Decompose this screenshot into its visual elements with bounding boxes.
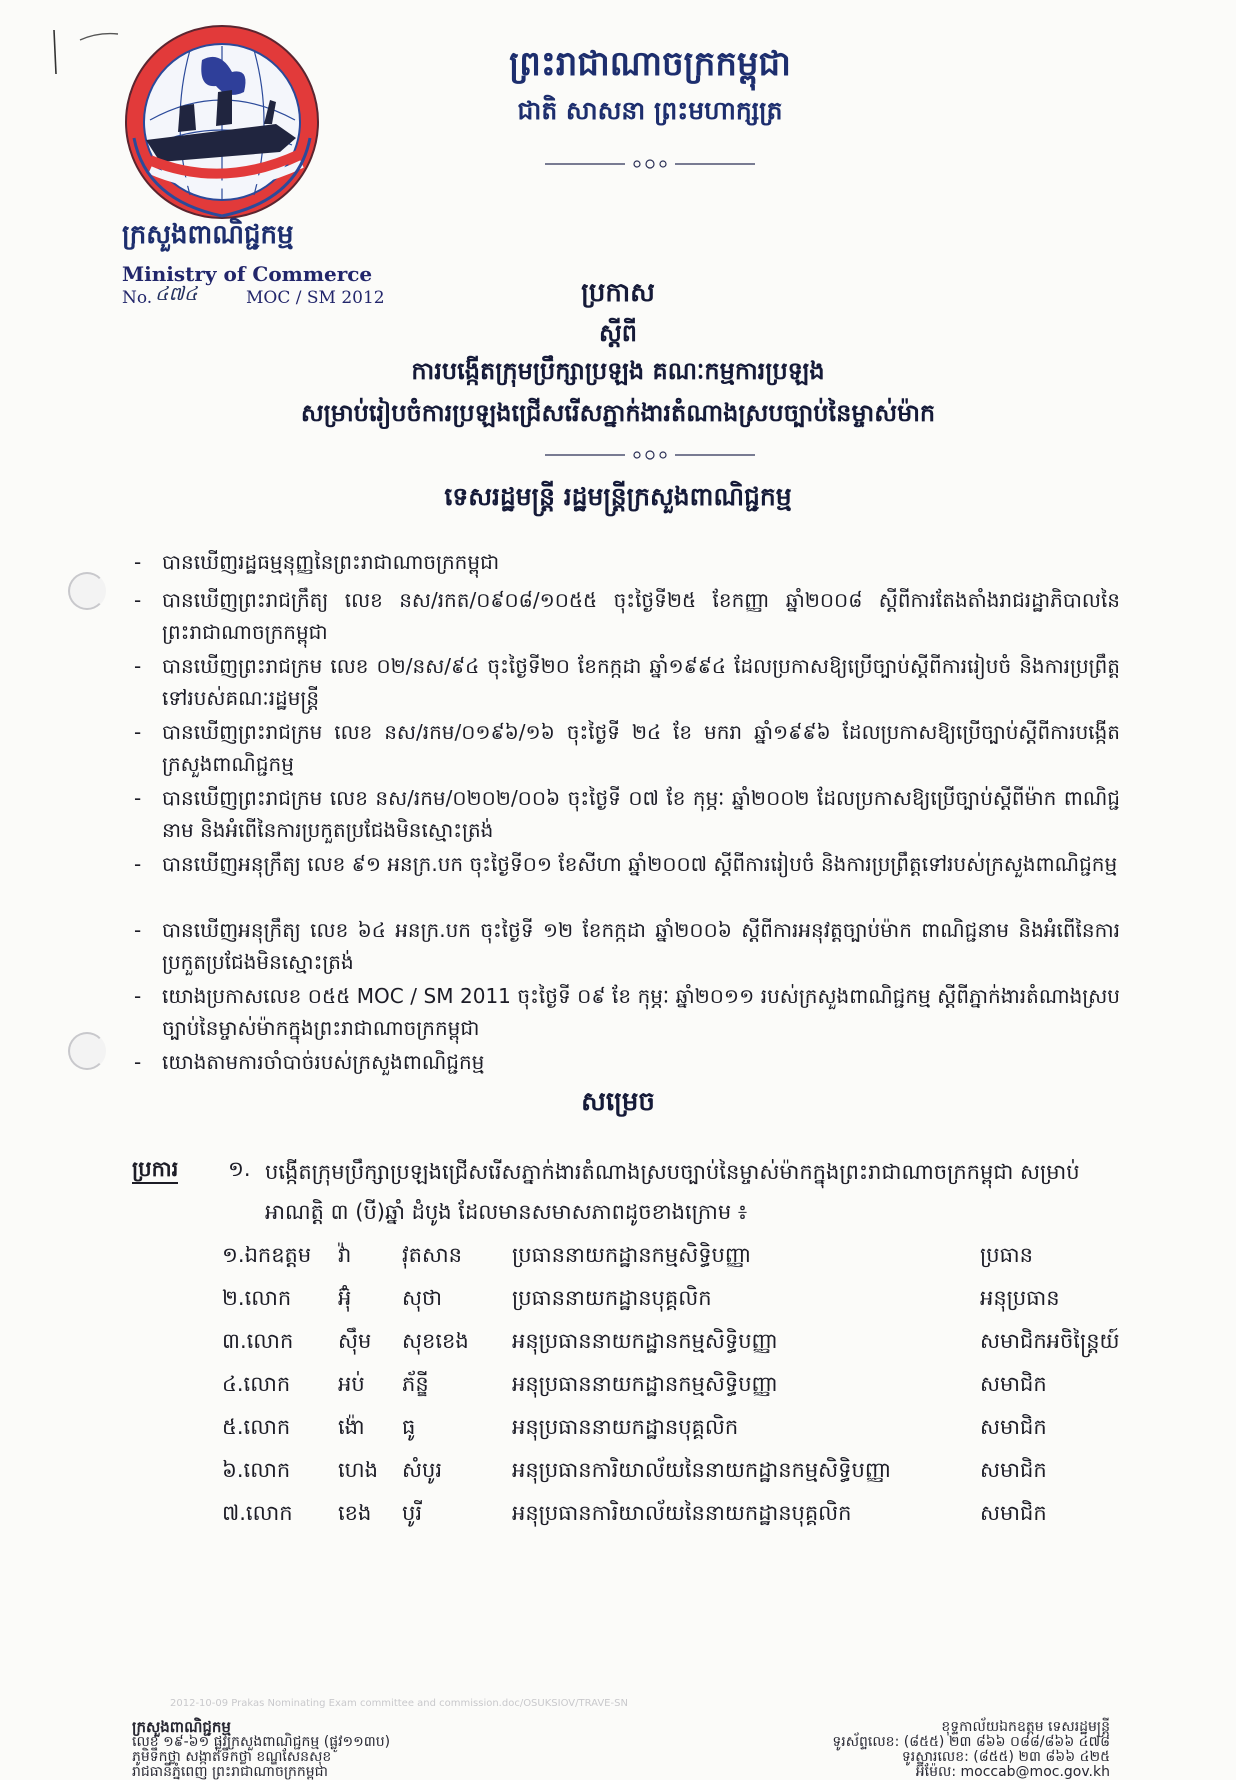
member-family-name: វ៉ា (338, 1243, 352, 1267)
member-row (222, 1365, 1122, 1408)
footer-address-line: រាជធានីភ្នំពេញ ព្រះរាជាណាចក្រកម្ពុជា (132, 1764, 328, 1780)
member-number: ៦.លោក (222, 1458, 291, 1482)
consideration-item: - យោងប្រកាសលេខ ០៥៥ MOC / SM 2011 ចុះថ្ងៃទី ០៩ ខែ កុម្ភៈ ឆ្នាំ២០១១ របស់ក្រសួងពាណិជ្ជកម្ម ស្តីពីភ្នាក់ងារតំណាងស្របច្បាប់នៃម្ចាស់ម៉ាកក្នុងព្រះរាជាណាចក្រកម្ពុជា (130, 980, 1120, 1046)
punch-hole-mark (68, 572, 106, 610)
consideration-item: - យោងតាមការចាំបាច់របស់ក្រសួងពាណិជ្ជកម្ម (130, 1046, 1120, 1084)
kingdom-heading: ព្រះរាជាណាចក្រកម្ពុជា (509, 44, 791, 84)
bullet-dash: - (134, 1050, 142, 1074)
member-family-name: អ៊ុំ (338, 1286, 352, 1310)
footer-address (132, 1720, 592, 1780)
member-family-name: ស៊ឹម (338, 1329, 372, 1353)
considerations-list (130, 546, 1120, 1084)
footer-ministry: ក្រសួងពាណិជ្ជកម្ម (132, 1718, 231, 1736)
reference-code: MOC / SM 2012 (246, 288, 385, 308)
file-path-trace: 2012-10-09 Prakas Nominating Exam committee and commission.doc/OSUKSIOV/TRAVE-SN (170, 1698, 628, 1709)
ministry-name-khmer: ក្រសួងពាណិជ្ជកម្ម (122, 220, 294, 250)
footer-office: ខុទ្ទកាល័យឯកឧត្តម ទេសរដ្ឋមន្ត្រី (941, 1719, 1110, 1735)
ornament-divider-icon (545, 448, 755, 462)
member-role: អនុប្រធាន (980, 1286, 1060, 1310)
committee-members-table (222, 1236, 1122, 1537)
member-given-name: សុថា (402, 1286, 442, 1310)
footer-phone: ទូរស័ព្ទលេខ: (៨៥៥) ២៣ ៨៦៦ ០៨៨/៨៦៦ ៤៧៨ (832, 1734, 1110, 1750)
member-position: អនុប្រធានការិយាល័យនៃនាយកដ្ឋានបុគ្គលិក (512, 1501, 852, 1525)
footer-email: អ៊ីម៉ែល: moccab@moc.gov.kh (915, 1764, 1110, 1780)
article-text: បង្កើតក្រុមប្រឹក្សាប្រឡងជ្រើសរើសភ្នាក់ងារតំណាងស្របច្បាប់នៃម្ចាស់ម៉ាកក្នុងព្រះរាជាណាចក្រកម្ពុជា សម្រាប់អាណត្តិ ៣ (បី)ឆ្នាំ ដំបូង ដែលមានសមាសភាពដូចខាងក្រោម ៖ (265, 1160, 1080, 1224)
member-given-name: ធូ (402, 1415, 416, 1439)
footer-fax: ទូរសារលេខ: (៨៥៥) ២៣ ៨៦៦ ៤២៥ (901, 1749, 1110, 1765)
member-position: ប្រធាននាយកដ្ឋានកម្មសិទ្ធិបញ្ញា (512, 1243, 752, 1267)
member-row (222, 1236, 1122, 1279)
reference-label: No. (122, 288, 153, 308)
member-given-name: សុខខេង (402, 1329, 469, 1353)
member-row (222, 1494, 1122, 1537)
bullet-dash: - (134, 786, 142, 810)
handwritten-mark-icon (50, 22, 120, 82)
ornament-divider-icon (545, 157, 755, 171)
reference-number: ៤៧៤ (155, 283, 198, 305)
member-role: សមាជិក (980, 1458, 1047, 1482)
title-line-1: ការបង្កើតក្រុមប្រឹក្សាប្រឡង គណៈកម្មការប្រឡង (411, 356, 825, 385)
member-given-name: សំបូរ (402, 1458, 442, 1482)
member-role: សមាជិក (980, 1372, 1047, 1396)
article-number: ១. (228, 1157, 251, 1181)
bullet-dash: - (134, 654, 142, 678)
member-role: សមាជិក (980, 1501, 1047, 1525)
footer-address-line: ភូមិទឹកថ្លា សង្កាត់ទឹកថ្លា ខណ្ឌសែនសុខ (132, 1749, 332, 1765)
member-given-name: វុតសាន (402, 1243, 462, 1267)
member-role: ប្រធាន (980, 1243, 1033, 1267)
member-given-name: ភ័ន្ឌី (402, 1372, 429, 1396)
member-number: ៥.លោក (222, 1415, 291, 1439)
decision-heading: សម្រេច (581, 1087, 655, 1117)
bullet-dash: - (134, 918, 142, 942)
member-position: ប្រធាននាយកដ្ឋានបុគ្គលិក (512, 1286, 712, 1310)
member-number: ១.ឯកឧត្តម (222, 1243, 312, 1267)
bullet-dash: - (134, 984, 142, 1008)
article-label: ប្រការ (132, 1156, 178, 1184)
consideration-item: - បានឃើញព្រះរាជក្រម លេខ នស/រកម/០១៩៦/១៦ ចុះថ្ងៃទី ២៤ ខែ មករា ឆ្នាំ១៩៩៦ ដែលប្រកាសឱ្យប្រើច្បាប់ស្តីពីការបង្កើតក្រសួងពាណិជ្ជកម្ម (130, 716, 1120, 782)
member-given-name: បូរី (402, 1501, 422, 1525)
footer-address-line: លេខ ១៩-៦១ ផ្លូវក្រសួងពាណិជ្ជកម្ម (ផ្លូវ១១៣ប) (132, 1734, 391, 1750)
member-position: អនុប្រធានការិយាល័យនៃនាយកដ្ឋានកម្មសិទ្ធិបញ្ញា (512, 1458, 892, 1482)
member-number: ២.លោក (222, 1286, 292, 1310)
ministry-name-english: Ministry of Commerce (122, 262, 373, 286)
ministry-of-commerce-logo (120, 20, 325, 225)
member-position: អនុប្រធាននាយកដ្ឋានកម្មសិទ្ធិបញ្ញា (512, 1329, 778, 1353)
member-family-name: ខេង (338, 1501, 372, 1525)
consideration-item: - បានឃើញរដ្ឋធម្មនុញ្ញនៃព្រះរាជាណាចក្រកម្ពុជា (130, 546, 1120, 584)
consideration-item: - បានឃើញអនុក្រឹត្យ លេខ ៦៤ អនក្រ.បក ចុះថ្ងៃទី ១២ ខែកក្កដា ឆ្នាំ២០០៦ ស្តីពីការអនុវត្តច្បាប់ម៉ាក ពាណិជ្ជនាម និងអំពើនៃការប្រកួតប្រជែងមិនស្មោះត្រង់ (130, 914, 1120, 980)
title-line-2: សម្រាប់រៀបចំការប្រឡងជ្រើសរើសភ្នាក់ងារតំណាងស្របច្បាប់នៃម្ចាស់ម៉ាក (300, 398, 936, 427)
consideration-item: - បានឃើញអនុក្រឹត្យ លេខ ៩១ អនក្រ.បក ចុះថ្ងៃទី០១ ខែសីហា ឆ្នាំ២០០៧ ស្តីពីការរៀបចំ និងការប្រព្រឹត្តទៅរបស់ក្រសួងពាណិជ្ជកម្ម (130, 848, 1120, 914)
bullet-dash: - (134, 852, 142, 876)
member-row (222, 1322, 1122, 1365)
member-row (222, 1408, 1122, 1451)
national-motto: ជាតិ សាសនា ព្រះមហាក្សត្រ (517, 96, 783, 125)
bullet-dash: - (134, 588, 142, 612)
member-number: ៣.លោក (222, 1329, 294, 1353)
document-type-title: ប្រកាស (581, 278, 655, 308)
member-family-name: អប់ (338, 1372, 365, 1396)
member-number: ៤.លោក (222, 1372, 291, 1396)
member-number: ៧.លោក (222, 1501, 293, 1525)
member-row (222, 1451, 1122, 1494)
member-role: សមាជិកអចិន្ត្រៃយ៍ (980, 1329, 1120, 1353)
member-position: អនុប្រធាននាយកដ្ឋានកម្មសិទ្ធិបញ្ញា (512, 1372, 778, 1396)
member-position: អនុប្រធាននាយកដ្ឋានបុគ្គលិក (512, 1415, 739, 1439)
punch-hole-mark (68, 1032, 106, 1070)
issuing-minister-title: ទេសរដ្ឋមន្ត្រី រដ្ឋមន្ត្រីក្រសួងពាណិជ្ជកម្ម (444, 482, 792, 511)
footer-contact (700, 1720, 1110, 1780)
title-regarding: ស្តីពី (598, 318, 638, 347)
member-row (222, 1279, 1122, 1322)
consideration-item: - បានឃើញព្រះរាជក្រម លេខ នស/រកម/០២០២/០០៦ ចុះថ្ងៃទី ០៧ ខែ កុម្ភៈ ឆ្នាំ២០០២ ដែលប្រកាសឱ្យប្រើច្បាប់ស្តីពីម៉ាក ពាណិជ្ជនាម និងអំពើនៃការប្រកួតប្រជែងមិនស្មោះត្រង់ (130, 782, 1120, 848)
consideration-item: - បានឃើញព្រះរាជក្រម លេខ ០២/នស/៩៤ ចុះថ្ងៃទី២០ ខែកក្កដា ឆ្នាំ១៩៩៤ ដែលប្រកាសឱ្យប្រើច្បាប់ស្តីពីការរៀបចំ និងការប្រព្រឹត្តទៅរបស់គណៈរដ្ឋមន្ត្រី (130, 650, 1120, 716)
bullet-dash: - (134, 550, 142, 574)
member-role: សមាជិក (980, 1415, 1047, 1439)
member-family-name: ង៉ោ (338, 1415, 365, 1439)
consideration-item: - បានឃើញព្រះរាជក្រឹត្យ លេខ នស/រកត/០៩០៨/១០៥៥ ចុះថ្ងៃទី២៥ ខែកញ្ញា ឆ្នាំ២០០៨ ស្តីពីការតែងតាំងរាជរដ្ឋាភិបាលនៃព្រះរាជាណាចក្រកម្ពុជា (130, 584, 1120, 650)
bullet-dash: - (134, 720, 142, 744)
member-family-name: ហេង (338, 1458, 378, 1482)
